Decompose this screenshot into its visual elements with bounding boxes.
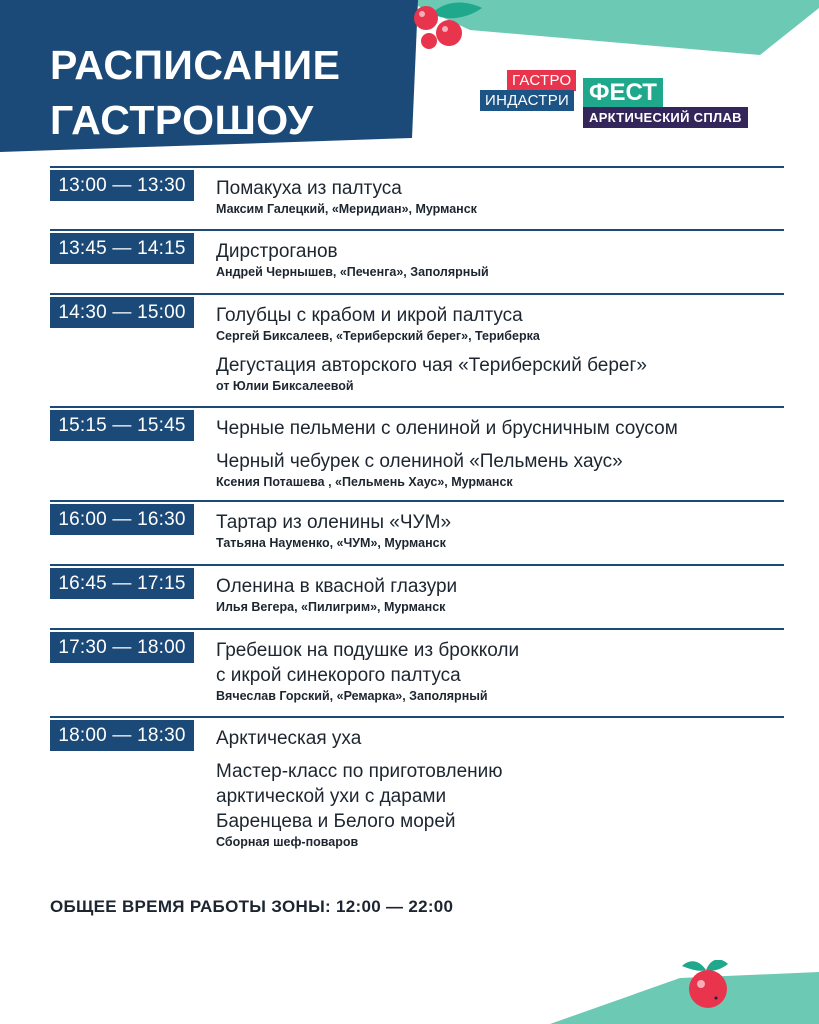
slot-content: [216, 638, 786, 705]
slot-content: [216, 303, 786, 395]
chef-name: Андрей Чернышев, «Печенга», Заполярный: [216, 265, 489, 279]
schedule-slot: [50, 229, 784, 279]
chef-name: Сергей Биксалеев, «Териберский берег», Териберка: [216, 329, 540, 343]
slot-content: [216, 416, 786, 491]
dish-title: Голубцы с крабом и икрой палтуса: [216, 305, 523, 326]
dish-title-line: Мастер-класс по приготовлению: [216, 761, 503, 782]
slot-content: [216, 574, 786, 616]
time-badge: 17:30 — 18:00: [50, 632, 194, 663]
dish-title: Черный чебурек с олениной «Пельмень хаус»: [216, 451, 623, 472]
dish-title: Черные пельмени с олениной и брусничным соусом: [216, 418, 678, 439]
chef-name: Вячеслав Горский, «Ремарка», Заполярный: [216, 689, 488, 703]
schedule-slot: [50, 406, 784, 489]
schedule-slot: [50, 166, 784, 216]
chef-name: Сборная шеф-поваров: [216, 835, 359, 849]
festival-logo: [480, 68, 780, 128]
slot-content: [216, 726, 786, 851]
chef-name: от Юлии Биксалеевой: [216, 379, 354, 393]
chef-name: Ксения Поташева , «Пельмень Хаус», Мурманск: [216, 475, 513, 489]
page-title: [50, 38, 341, 148]
dish-title: Дирстроганов: [216, 241, 338, 262]
dish-title: Помакуха из палтуса: [216, 178, 402, 199]
total-hours-text: ОБЩЕЕ ВРЕМЯ РАБОТЫ ЗОНЫ: 12:00 — 22:00: [50, 897, 454, 916]
schedule-slot: [50, 716, 784, 849]
chef-name: Татьяна Науменко, «ЧУМ», Мурманск: [216, 536, 446, 550]
time-badge: 16:45 — 17:15: [50, 568, 194, 599]
logo-gastro: ГАСТРО: [507, 70, 576, 91]
time-badge: 18:00 — 18:30: [50, 720, 194, 751]
dish-title-line: арктической ухи с дарами: [216, 786, 447, 807]
page-title-line-1: РАСПИСАНИЕ: [50, 42, 341, 88]
time-badge: 14:30 — 15:00: [50, 297, 194, 328]
dish-title: Тартар из оленины «ЧУМ»: [216, 512, 452, 533]
dish-title: Оленина в квасной глазури: [216, 576, 458, 597]
logo-fest: ФЕСТ: [583, 78, 663, 107]
time-badge: 15:15 — 15:45: [50, 410, 194, 441]
schedule-slot: [50, 293, 784, 393]
schedule-slot: [50, 564, 784, 614]
slot-content: [216, 176, 786, 218]
teal-corner-shape: [550, 972, 819, 1024]
chef-name: Максим Галецкий, «Меридиан», Мурманск: [216, 202, 477, 216]
schedule-slot: [50, 628, 784, 703]
dish-title: Арктическая уха: [216, 728, 362, 749]
footer-background: [0, 960, 819, 1024]
dish-title-line: Баренцева и Белого морей: [216, 811, 456, 832]
time-badge: 13:45 — 14:15: [50, 233, 194, 264]
chef-name: Илья Вегера, «Пилигрим», Мурманск: [216, 600, 446, 614]
logo-arctic: АРКТИЧЕСКИЙ СПЛАВ: [583, 107, 748, 128]
logo-industri: ИНДАСТРИ: [480, 90, 574, 111]
dish-title-line: с икрой синекорого палтуса: [216, 665, 461, 686]
dish-title: Дегустация авторского чая «Териберский берег»: [216, 355, 647, 376]
dish-title-line: Гребешок на подушке из брокколи: [216, 640, 520, 661]
time-badge: 13:00 — 13:30: [50, 170, 194, 201]
slot-content: [216, 510, 786, 552]
slot-content: [216, 239, 786, 281]
time-badge: 16:00 — 16:30: [50, 504, 194, 535]
page-title-line-2: ГАСТРОШОУ: [50, 97, 314, 143]
schedule-slot: [50, 500, 784, 550]
